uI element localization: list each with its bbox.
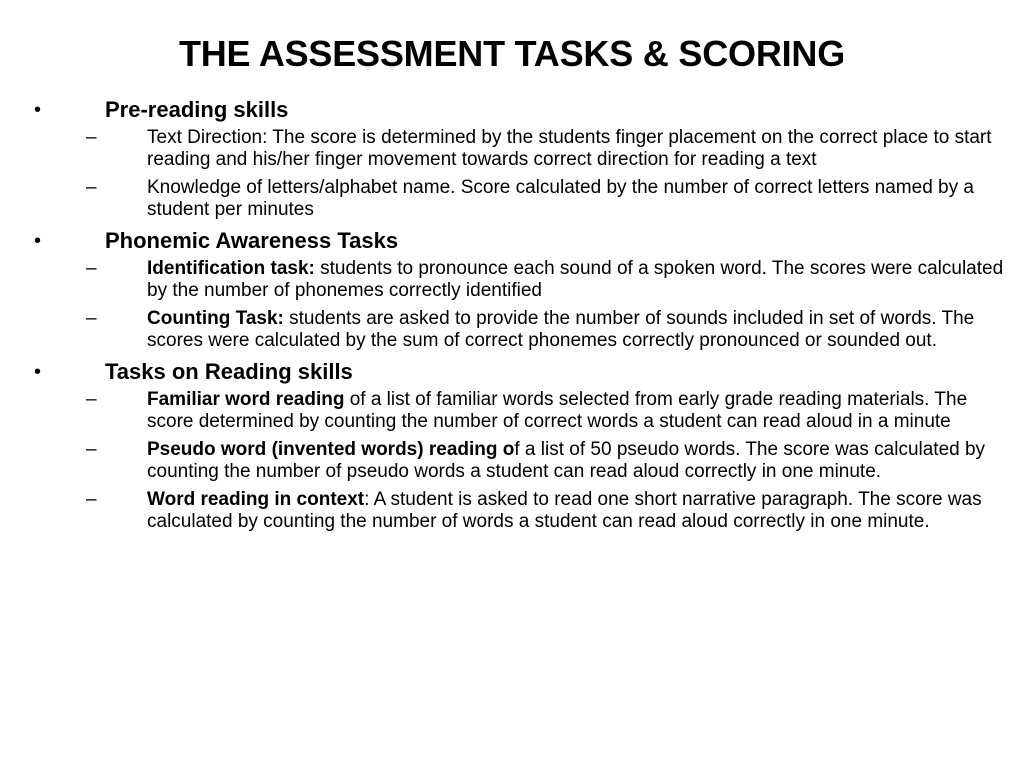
list-item-text	[147, 177, 1007, 221]
list-item-body: students are asked to provide the number of sounds included in set of words. The scores were calculated by the sum of correct phonemes correctly pronounced or sounded out.	[147, 308, 975, 351]
section-heading: Tasks on Reading skills	[105, 359, 353, 384]
slide-title: THE ASSESSMENT TASKS & SCORING	[178, 33, 846, 74]
sub-list	[0, 258, 1024, 352]
dash-icon: –	[86, 439, 97, 460]
list-item	[0, 389, 1024, 433]
section-phonemic-awareness-tasks	[0, 227, 1024, 352]
dash-icon: –	[86, 389, 97, 410]
list-item-body: of a list of familiar words selected from early grade reading materials. The score determined by counting the number of correct words a student can read aloud in a minute	[147, 389, 968, 432]
section-heading: Phonemic Awareness Tasks	[105, 228, 399, 253]
dash-icon: –	[86, 308, 97, 329]
list-item	[0, 127, 1024, 171]
list-item-body: : A student is asked to read one short narrative paragraph. The score was calculated by counting the number of words a student can read aloud correctly in one minute.	[147, 489, 982, 532]
list-item-text	[147, 258, 1007, 302]
list-item	[0, 489, 1024, 533]
bullet-icon: •	[34, 361, 42, 383]
list-item-body: f a list of 50 pseudo words. The score was calculated by counting the number of pseudo words a student can read aloud correctly in one minute.	[147, 439, 986, 482]
section-heading: Pre-reading skills	[105, 97, 289, 122]
list-item	[0, 439, 1024, 483]
list-item-body: Text Direction: The score is determined by the students finger placement on the correct place to start reading and his/her finger movement towards correct direction for reading a text	[147, 127, 992, 170]
list-item-bold: Pseudo word (invented words) reading o	[147, 439, 515, 460]
list-item-bold: Word reading in context	[147, 489, 365, 510]
section-heading-row	[0, 227, 1024, 255]
section-tasks-on-reading-skills	[0, 358, 1024, 533]
sub-list	[0, 389, 1024, 533]
dash-icon: –	[86, 489, 97, 510]
list-item-body: Knowledge of letters/alphabet name. Score calculated by the number of correct letters named by a student per minutes	[147, 177, 974, 220]
list-item-body: students to pronounce each sound of a spoken word. The scores were calculated by the number of phonemes correctly identified	[147, 258, 1004, 301]
slide-content	[0, 96, 1024, 539]
list-item	[0, 308, 1024, 352]
dash-icon: –	[86, 127, 97, 148]
section-heading-row	[0, 96, 1024, 124]
list-item-text	[147, 489, 1007, 533]
list-item-bold: Identification task:	[147, 258, 315, 279]
list-item-text	[147, 127, 1007, 171]
sub-list	[0, 127, 1024, 221]
section-pre-reading-skills	[0, 96, 1024, 221]
list-item-text	[147, 308, 1007, 352]
list-item-text	[147, 389, 1007, 433]
dash-icon: –	[86, 177, 97, 198]
dash-icon: –	[86, 258, 97, 279]
bullet-icon: •	[34, 230, 42, 252]
list-item-text	[147, 439, 1007, 483]
list-item-bold: Familiar word reading	[147, 389, 345, 410]
list-item-bold: Counting Task:	[147, 308, 284, 329]
section-heading-row	[0, 358, 1024, 386]
list-item	[0, 177, 1024, 221]
bullet-icon: •	[34, 99, 42, 121]
list-item	[0, 258, 1024, 302]
